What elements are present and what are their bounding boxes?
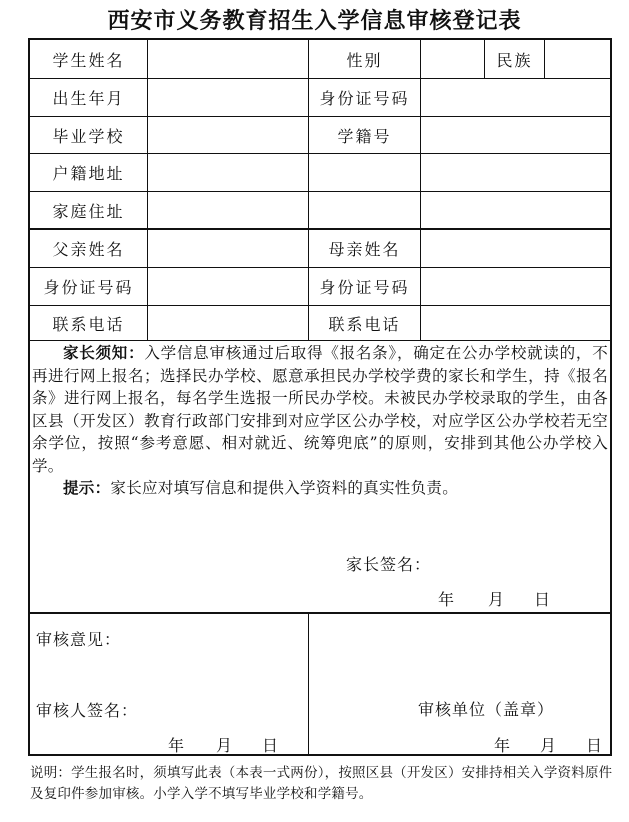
date-year-label: 年 [168, 736, 185, 755]
mother-id-field[interactable] [421, 268, 610, 305]
notice-body: 入学信息审核通过后取得《报名条》，确定在公办学校就读的，不再进行网上报名；选择民办学校、愿意承担民办学校学费的家长和学生，持《报名条》进行网上报名，每名学生选报一所民办学校。未被民办学校录取的学生，由各区县（开发区）教育行政部门安排到对应学区公办学校，对应学区公办学校若无空余学位，按照“参考意愿、相对就近、统筹兜底”的原则，安排到其他公办学校入学。 [32, 344, 608, 475]
review-opinion-label: 审核意见： [36, 630, 122, 649]
date-year-label: 年 [494, 736, 511, 755]
home-address-field[interactable] [148, 192, 610, 228]
gender-label: 性别 [346, 50, 383, 70]
father-name-label: 父亲姓名 [52, 240, 125, 259]
footnote: 说明：学生报名时，须填写此表（本表一式两份），按照区县（开发区）安排持相关入学资料原件及复印件参加审核。小学入学不填写毕业学校和学籍号。 [30, 765, 613, 802]
date-month-label: 月 [488, 590, 505, 609]
hukou-address-label: 户籍地址 [52, 164, 125, 183]
student-name-label: 学生姓名 [52, 50, 125, 70]
parent-notice [32, 342, 608, 500]
reviewer-signature-label: 审核人签名： [36, 701, 139, 720]
hukou-address-field[interactable] [148, 154, 610, 191]
gender-field[interactable] [421, 40, 484, 78]
date-day-label: 日 [534, 590, 551, 609]
notice-heading: 家长须知： [63, 343, 145, 362]
mother-name-label: 母亲姓名 [328, 240, 401, 259]
parent-signature-label: 家长签名： [346, 555, 432, 574]
student-id-label: 身份证号码 [319, 89, 410, 108]
date-day-label: 日 [262, 736, 279, 755]
column-divider [308, 613, 309, 755]
father-name-field[interactable] [148, 230, 308, 267]
student-name-field[interactable] [148, 40, 308, 78]
mother-phone-field[interactable] [421, 306, 610, 340]
student-id-field[interactable] [421, 79, 610, 116]
ethnicity-label: 民族 [496, 50, 533, 70]
father-phone-label: 联系电话 [52, 314, 125, 334]
date-month-label: 月 [540, 736, 557, 755]
mother-name-field[interactable] [421, 230, 610, 267]
tip-heading: 提示： [63, 478, 111, 497]
parent-signature-field[interactable] [430, 548, 580, 572]
graduation-school-label: 毕业学校 [52, 126, 125, 146]
graduation-school-field[interactable] [148, 117, 308, 153]
date-month-label: 月 [216, 736, 233, 755]
father-id-label: 身份证号码 [43, 278, 134, 297]
father-phone-field[interactable] [148, 306, 308, 340]
ethnicity-field[interactable] [545, 40, 610, 78]
mother-id-label: 身份证号码 [319, 278, 410, 297]
student-number-label: 学籍号 [337, 126, 392, 146]
father-id-field[interactable] [148, 268, 308, 305]
row-divider [28, 340, 612, 341]
home-address-label: 家庭住址 [52, 201, 125, 221]
mother-phone-label: 联系电话 [328, 314, 401, 334]
form-title: 西安市义务教育招生入学信息审核登记表 [107, 8, 522, 34]
birth-date-field[interactable] [148, 79, 308, 116]
date-day-label: 日 [586, 736, 603, 755]
tip-body: 家长应对填写信息和提供入学资料的真实性负责。 [110, 479, 459, 497]
review-unit-stamp-label: 审核单位（盖章） [418, 700, 555, 719]
section-divider [28, 612, 612, 614]
birth-date-label: 出生年月 [52, 89, 125, 108]
student-number-field[interactable] [421, 117, 610, 153]
date-year-label: 年 [438, 590, 455, 609]
